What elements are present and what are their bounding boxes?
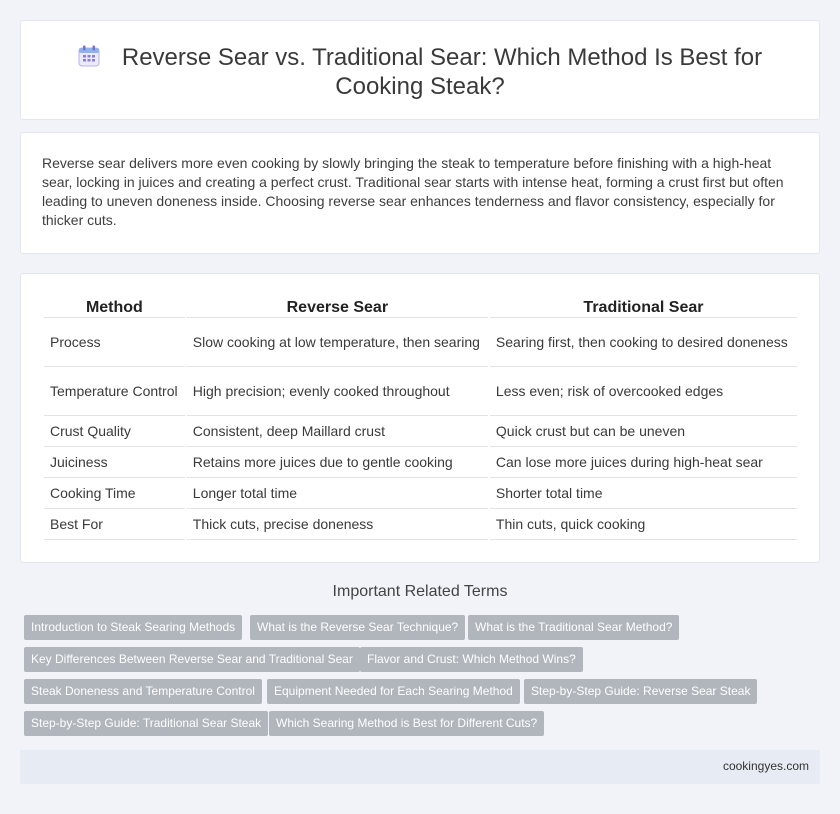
calendar-icon [78,45,100,67]
table-cell: Slow cooking at low temperature, then searing [187,318,488,367]
table-cell: Can lose more juices during high-heat sear [490,447,797,478]
comparison-table [42,296,799,540]
table-cell: Crust Quality [44,416,185,447]
comparison-table-card [20,273,820,563]
related-tag-flavor-and-crust[interactable]: Flavor and Crust: Which Method Wins? [360,647,583,672]
intro-text: Reverse sear delivers more even cooking by slowly bringing the steak to temperature before finishing with a high-heat sear, locking in juices and creating a perfect crust. Traditional sear starts with intense heat, forming a crust first but often leading to uneven doneness inside. Choosing reverse sear enhances tenderness and flavor consistency, especially for thicker cuts. [42,155,784,228]
table-row [44,367,797,416]
related-tag-traditional-sear-method[interactable]: What is the Traditional Sear Method? [468,615,679,640]
table-row [44,318,797,367]
footer-site-link[interactable]: cookingyes.com [722,759,809,773]
column-header-method: Method [44,296,185,318]
related-tag-reverse-sear-guide[interactable]: Step-by-Step Guide: Reverse Sear Steak [524,679,757,704]
table-cell: Searing first, then cooking to desired doneness [490,318,797,367]
table-cell: Process [44,318,185,367]
column-header-reverse-sear: Reverse Sear [187,296,488,318]
table-header-row [44,296,797,318]
footer [20,750,820,784]
intro-card [20,132,820,254]
table-cell: Juiciness [44,447,185,478]
page-title: Reverse Sear vs. Traditional Sear: Which Method Is Best for Cooking Steak? [121,44,763,100]
page-title-wrap [61,43,779,101]
table-cell: Temperature Control [44,367,185,416]
table-cell: Retains more juices due to gentle cooking [187,447,488,478]
related-tag-key-differences[interactable]: Key Differences Between Reverse Sear and Traditional Sear [24,647,360,672]
table-row [44,509,797,540]
table-cell: Thick cuts, precise doneness [187,509,488,540]
table-cell: Best For [44,509,185,540]
table-row [44,447,797,478]
header-card [20,20,820,120]
related-tag-doneness-temperature[interactable]: Steak Doneness and Temperature Control [24,679,262,704]
table-cell: High precision; evenly cooked throughout [187,367,488,416]
column-header-traditional-sear: Traditional Sear [490,296,797,318]
table-cell: Consistent, deep Maillard crust [187,416,488,447]
table-cell: Thin cuts, quick cooking [490,509,797,540]
table-row [44,416,797,447]
related-tag-equipment[interactable]: Equipment Needed for Each Searing Method [267,679,520,704]
table-cell: Shorter total time [490,478,797,509]
table-cell: Cooking Time [44,478,185,509]
related-tag-best-for-cuts[interactable]: Which Searing Method is Best for Different Cuts? [269,711,544,736]
table-row [44,478,797,509]
related-tag-traditional-sear-guide[interactable]: Step-by-Step Guide: Traditional Sear Steak [24,711,268,736]
related-tag-introduction[interactable]: Introduction to Steak Searing Methods [24,615,242,640]
table-cell: Longer total time [187,478,488,509]
table-cell: Quick crust but can be uneven [490,416,797,447]
related-tag-reverse-sear-technique[interactable]: What is the Reverse Sear Technique? [250,615,465,640]
related-terms-title: Important Related Terms [332,583,508,600]
table-cell: Less even; risk of overcooked edges [490,367,797,416]
